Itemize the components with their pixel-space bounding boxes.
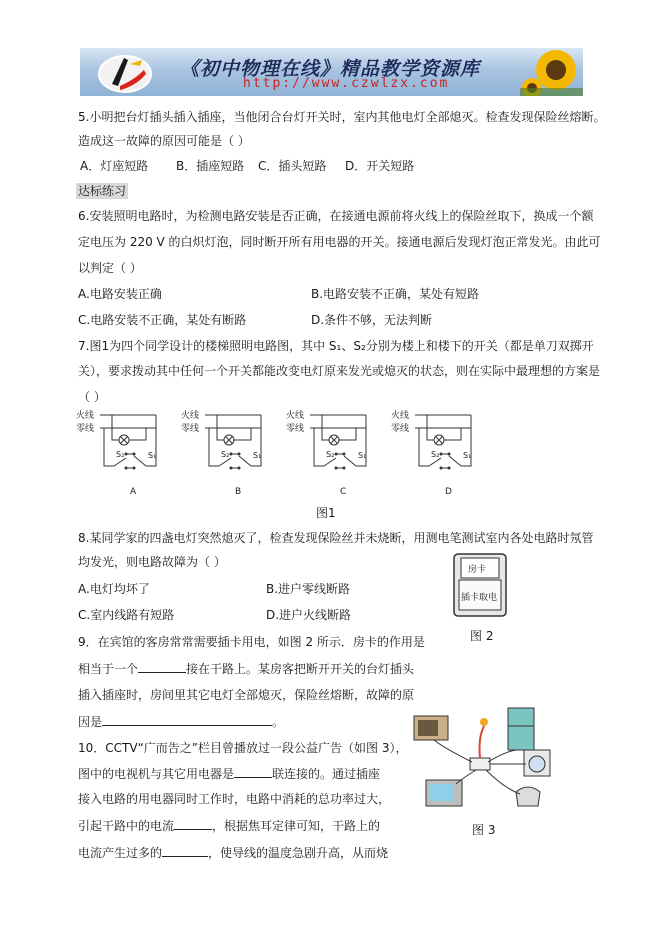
switch-contact [133,467,136,470]
section-label: 达标练习 [78,184,127,198]
q10-line-4-start: 引起干路中的电流 [78,819,175,833]
question-8-line-1: 8.某同学家的四盏电灯突然熄灭了，检查发现保险丝并未烧断，用测电笔测试室内各处电路时氖管 [78,531,594,545]
q8-option-b: B.进户零线断路 [266,582,351,596]
live-wire-label: 火线 [391,411,410,421]
circuit-option-letter: B [235,487,242,497]
switch-s2-label: S₂ [116,450,125,459]
banner-url[interactable]: http://www.czwlzx.com [243,76,450,91]
question-5-line-1: 5.小明把台灯插头插入插座，当他闭合台灯开关时，室内其他电灯全部熄灭。检查发现保险丝熔断。 [78,110,606,124]
question-6-line-3: 以判定（ ） [78,261,142,275]
switch-s2-label: S₂ [326,450,335,459]
switch-s1-label: S₁ [148,451,157,460]
switch-s1 [134,456,146,466]
question-10-line-5 [78,845,388,860]
q9-line-2-start: 相当于一个 [78,662,139,676]
switch-contact [335,467,338,470]
switch-s1-label: S₁ [358,451,367,460]
switch-contact [230,453,233,456]
figure-3-appliances [404,698,560,816]
answer-blank[interactable] [174,818,212,830]
neutral-wire-label: 零线 [76,424,95,434]
figure-2-card-holder [452,552,508,618]
question-9-line-2 [78,661,414,676]
question-6-line-2: 定电压为 220 V 的白炽灯泡，同时断开所有用电器的开关。接通电源后发现灯泡正常发光。由此可 [78,235,601,249]
circuit-wire [444,428,461,440]
q8-option-d: D.进户火线断路 [266,608,352,622]
switch-contact [335,453,338,456]
live-wire-label: 火线 [286,411,305,421]
header-banner [80,48,583,96]
card-slot-label: 插卡取电 [461,593,498,603]
question-10-line-1: 10．CCTV“广而告之”栏目曾播放过一段公益广告（如图 3）， [78,741,408,755]
question-9-line-1: 9．在宾馆的客房常常需要插卡用电，如图 2 所示．房卡的作用是 [78,635,425,649]
figure-1-caption: 图1 [316,506,336,520]
q9-line-4-start: 因是 [78,715,103,729]
question-7-line-2: 关），要求拨动其中任何一个开关都能改变电灯原来发光或熄灭的状态，则在实际中最理想的方案是 [78,364,601,378]
question-9-line-4 [78,714,284,729]
switch-contact [238,467,241,470]
switch-contact [230,467,233,470]
site-logo [90,50,160,96]
figure-1-circuits [74,408,494,500]
switch-s2 [219,458,231,466]
q8-option-c: C.室内线路有短路 [78,608,175,622]
q6-option-d: D.条件不够，无法判断 [311,313,433,327]
q9-line-4-end: 。 [272,715,285,729]
q8-option-a: A.电灯均坏了 [78,582,150,596]
neutral-wire-label: 零线 [391,424,410,434]
sunflower-image [520,48,583,96]
question-8-line-2: 均发光，则电路故障为（ ） [78,555,226,569]
circuit-option-letter: D [445,487,452,497]
q9-line-2-end: 接在干路上。某房客把断开开关的台灯插头 [186,662,415,676]
q6-option-c: C.电路安装不正确，某处有断路 [78,313,247,327]
live-wire-label: 火线 [76,411,95,421]
switch-s1-label: S₁ [253,451,262,460]
neutral-wire-label: 零线 [286,424,305,434]
circuit-wire [339,428,356,440]
switch-contact [440,453,443,456]
q6-option-b: B.电路安装不正确，某处有短路 [311,287,480,301]
q5-option-c: C．插头短路 [258,159,327,173]
answer-blank[interactable] [162,845,208,857]
question-10-line-3: 接入电路的用电器同时工作时，电路中消耗的总功率过大， [78,792,391,806]
switch-s1 [344,456,356,466]
switch-s2 [114,458,126,466]
switch-contact [125,467,128,470]
switch-contact [238,453,241,456]
answer-blank[interactable] [234,766,272,778]
q10-line-2-end: 联连接的。通过插座 [272,767,381,781]
figure-2-caption: 图 2 [470,629,494,643]
answer-blank[interactable] [138,661,186,673]
switch-contact [343,453,346,456]
neutral-wire-label: 零线 [181,424,200,434]
question-6-line-1: 6.安装照明电路时，为检测电路安装是否正确，在接通电源前将火线上的保险丝取下，换成一个额 [78,209,594,223]
switch-s1 [449,456,461,466]
question-5-line-2: 造成这一故障的原因可能是（ ） [78,134,250,148]
question-7-line-3: （ ） [78,390,106,404]
live-wire-label: 火线 [181,411,200,421]
q5-option-b: B．插座短路 [176,159,245,173]
switch-s1-label: S₁ [463,451,472,460]
answer-blank[interactable] [102,714,272,726]
switch-contact [125,453,128,456]
q5-option-d: D．开关短路 [345,159,415,173]
question-10-line-2 [78,766,380,781]
switch-contact [343,467,346,470]
q10-line-5-end: ，使导线的温度急剧升高，从而烧 [208,846,389,860]
q10-line-4-end: ，根据焦耳定律可知，干路上的 [212,819,381,833]
circuit-wire [129,428,146,440]
switch-contact [448,467,451,470]
figure-3-caption: 图 3 [472,823,496,837]
q10-line-2-start: 图中的电视机与其它用电器是 [78,767,235,781]
q10-line-5-start: 电流产生过多的 [78,846,163,860]
circuit-wire [234,428,251,440]
switch-contact [133,453,136,456]
question-7-line-1: 7.图1为四个同学设计的楼梯照明电路图，其中 S₁、S₂分别为楼上和楼下的开关（都是单刀双掷开 [78,339,594,353]
switch-contact [448,453,451,456]
circuit-option-letter: C [340,487,347,497]
q5-option-a: A．灯座短路 [80,159,149,173]
switch-s2-label: S₂ [221,450,230,459]
question-9-line-3: 插入插座时，房间里其它电灯全部熄灭，保险丝熔断，故障的原 [78,688,415,702]
banner-title: 《初中物理在线》精品教学资源库 [180,58,481,80]
question-10-line-4 [78,818,380,833]
switch-s2 [429,458,441,466]
switch-s1 [239,456,251,466]
q6-option-a: A.电路安装正确 [78,287,162,301]
circuit-option-letter: A [130,487,137,497]
switch-contact [440,467,443,470]
card-label: 房卡 [468,565,487,575]
switch-s2 [324,458,336,466]
switch-s2-label: S₂ [431,450,440,459]
